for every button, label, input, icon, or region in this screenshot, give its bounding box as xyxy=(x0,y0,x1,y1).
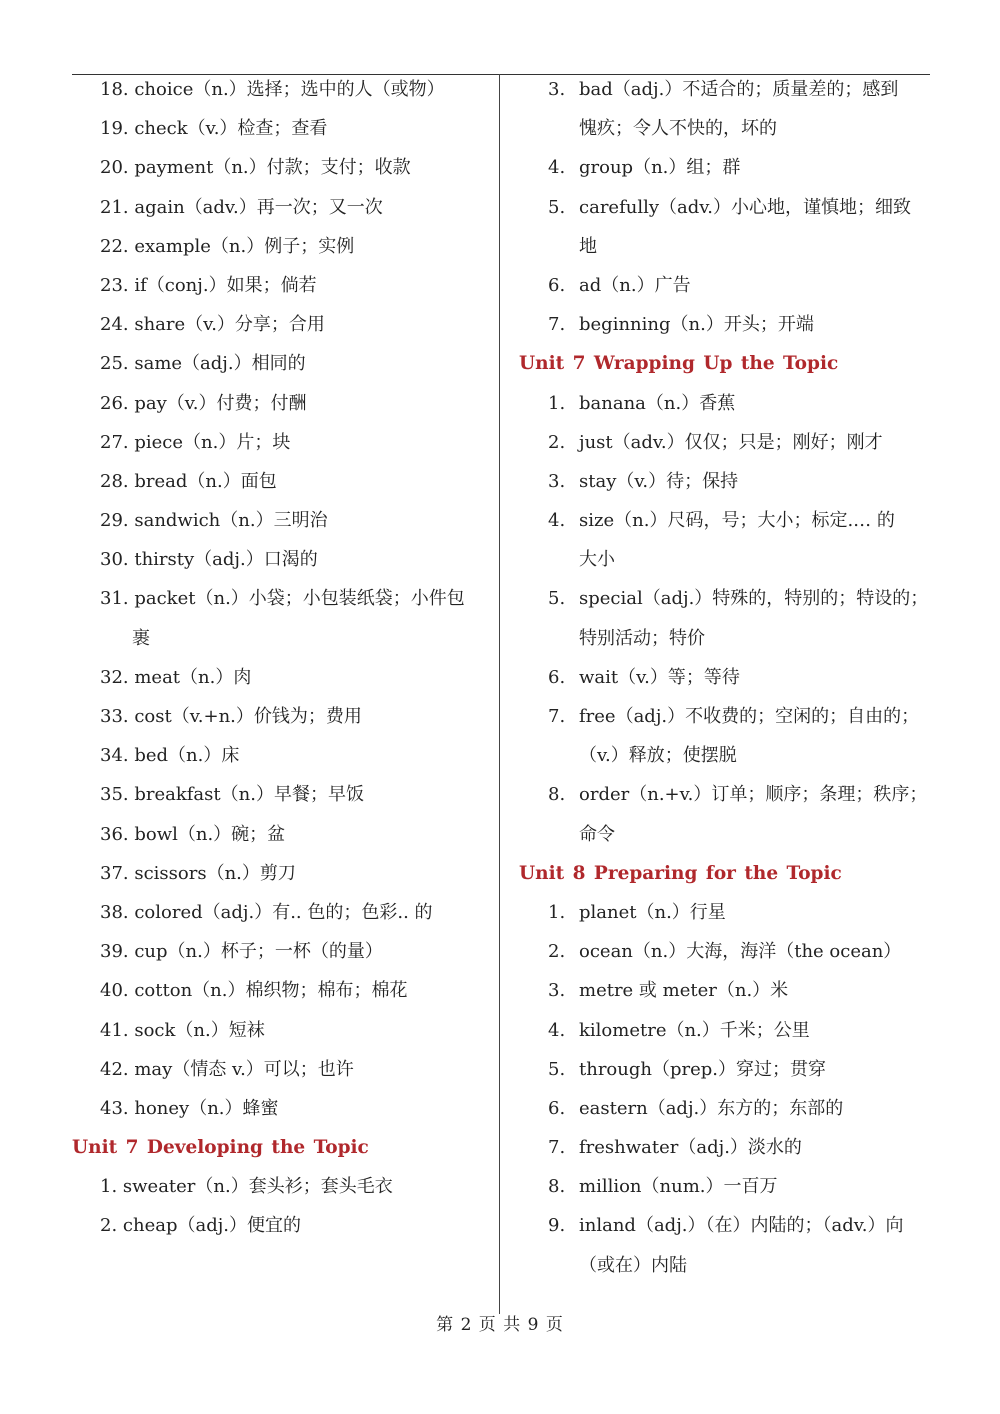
entry-number: 2. xyxy=(548,941,566,963)
vocab-entry: 24. share（v.）分享；合用 xyxy=(100,314,325,336)
vocab-entry: 1. sweater（n.）套头衫；套头毛衣 xyxy=(100,1176,393,1198)
entry-continuation: 裹 xyxy=(132,627,150,649)
entry-number: 4. xyxy=(548,1019,566,1041)
vocab-entry xyxy=(519,1206,931,1245)
entry-text: beginning（n.）开头；开端 xyxy=(579,314,814,336)
entry-number: 9. xyxy=(548,1215,566,1237)
entry-continuation: 愧疚；令人不快的，坏的 xyxy=(579,118,777,140)
entry-continuation: 命令 xyxy=(579,823,615,845)
vocab-entry: 30. thirsty（adj.）口渴的 xyxy=(100,549,318,571)
entry-text: just（adv.）仅仅；只是；刚好；刚才 xyxy=(579,431,883,453)
vocab-entry: 33. cost（v.+n.）价钱为；费用 xyxy=(100,706,362,727)
vocab-entry xyxy=(519,1167,931,1206)
entry-number: 7. xyxy=(548,706,566,727)
vocab-entry xyxy=(519,1050,931,1089)
entry-text: group（n.）组；群 xyxy=(579,157,741,179)
entry-text: freshwater（adj.）淡水的 xyxy=(579,1137,802,1159)
vocab-entry: 31. packet（n.）小袋；小包装纸袋；小件包 xyxy=(100,588,465,610)
entry-number: 1. xyxy=(548,901,566,923)
vocab-entry: 22. example（n.）例子；实例 xyxy=(100,235,355,257)
vocab-entry xyxy=(519,305,931,344)
vocab-entry: 36. bowl（n.）碗；盆 xyxy=(100,823,286,845)
unit-heading: Unit 7 Developing the Topic xyxy=(72,1137,369,1159)
entry-continuation: （或在）内陆 xyxy=(579,1254,687,1276)
entry-text: carefully（adv.）小心地，谨慎地；细致 xyxy=(579,196,912,218)
vocab-entry xyxy=(519,423,931,462)
vocab-entry: 28. bread（n.）面包 xyxy=(100,470,277,492)
vocab-entry xyxy=(519,70,931,109)
entry-number: 2. xyxy=(548,431,566,453)
entry-number: 7. xyxy=(548,1137,566,1159)
entry-number: 1. xyxy=(548,392,566,414)
vocab-entry: 19. check（v.）检查；查看 xyxy=(100,118,328,140)
vocab-entry: 21. again（adv.）再一次；又一次 xyxy=(100,196,383,218)
entry-text: through（prep.）穿过；贯穿 xyxy=(579,1058,826,1080)
entry-number: 6. xyxy=(548,666,566,688)
vocab-entry xyxy=(519,148,931,187)
vocab-entry: 42. may（情态 v.）可以；也许 xyxy=(100,1058,354,1080)
vocab-entry: 2. cheap（adj.）便宜的 xyxy=(100,1215,302,1237)
entry-text: inland（adj.）（在）内陆的；（adv.）向 xyxy=(579,1215,904,1237)
entry-text: free（adj.）不收费的；空闲的；自由的； xyxy=(579,706,920,727)
vocab-entry xyxy=(519,188,931,227)
vocab-entry: 23. if（conj.）如果；倘若 xyxy=(100,274,317,296)
vocab-entry xyxy=(519,1089,931,1128)
entry-number: 5. xyxy=(548,1058,566,1080)
vocab-entry xyxy=(519,658,931,697)
vocab-entry: 29. sandwich（n.）三明治 xyxy=(100,510,328,532)
entry-text: metre 或 meter（n.）米 xyxy=(579,980,789,1002)
vocab-entry xyxy=(519,579,931,618)
entry-text: ocean（n.）大海，海洋（the ocean） xyxy=(579,941,902,963)
entry-text: eastern（adj.）东方的；东部的 xyxy=(579,1097,844,1119)
entry-number: 4. xyxy=(548,157,566,179)
entry-number: 5. xyxy=(548,588,566,610)
entry-number: 8. xyxy=(548,784,566,806)
vocab-entry xyxy=(519,775,931,814)
entry-text: kilometre（n.）千米；公里 xyxy=(579,1019,810,1041)
vocab-entry xyxy=(519,266,931,305)
vocab-entry: 25. same（adj.）相同的 xyxy=(100,353,306,375)
entry-text: size（n.）尺码，号；大小；标定.… 的 xyxy=(579,510,895,532)
vocab-entry: 43. honey（n.）蜂蜜 xyxy=(100,1097,279,1119)
column-divider xyxy=(499,74,500,1314)
entry-text: stay（v.）待；保持 xyxy=(579,470,739,492)
vocab-entry: 18. choice（n.）选择；选中的人（或物） xyxy=(100,79,445,100)
vocab-entry xyxy=(519,501,931,540)
vocab-entry xyxy=(519,697,931,736)
entry-text: bad（adj.）不适合的；质量差的；感到 xyxy=(579,79,899,100)
vocab-entry: 35. breakfast（n.）早餐；早饭 xyxy=(100,784,364,806)
entry-continuation: （v.）释放；使摆脱 xyxy=(579,745,737,767)
entry-number: 7. xyxy=(548,314,566,336)
entry-number: 4. xyxy=(548,510,566,532)
entry-number: 5. xyxy=(548,196,566,218)
vocab-entry xyxy=(519,932,931,971)
vocab-entry: 38. colored（adj.）有.. 色的；色彩.. 的 xyxy=(100,901,433,923)
entry-text: ad（n.）广告 xyxy=(579,274,691,296)
entry-text: banana（n.）香蕉 xyxy=(579,392,736,414)
vocab-entry: 34. bed（n.）床 xyxy=(100,745,240,767)
unit-heading: Unit 8 Preparing for the Topic xyxy=(519,862,842,884)
entry-text: million（num.）一百万 xyxy=(579,1176,778,1198)
entry-continuation: 特别活动；特价 xyxy=(579,627,705,649)
vocab-entry xyxy=(519,384,931,423)
vocab-entry: 39. cup（n.）杯子；一杯（的量） xyxy=(100,941,383,963)
vocab-entry: 26. pay（v.）付费；付酬 xyxy=(100,392,307,414)
right-column xyxy=(519,70,931,1285)
vocab-entry: 37. scissors（n.）剪刀 xyxy=(100,862,296,884)
entry-number: 3. xyxy=(548,79,566,100)
vocab-entry: 40. cotton（n.）棉织物；棉布；棉花 xyxy=(100,980,408,1002)
entry-number: 6. xyxy=(548,274,566,296)
page-footer: 第 2 页 共 9 页 xyxy=(436,1315,564,1335)
vocab-entry: 20. payment（n.）付款；支付；收款 xyxy=(100,157,411,179)
entry-text: special（adj.）特殊的，特别的；特设的； xyxy=(579,588,929,610)
entry-number: 6. xyxy=(548,1097,566,1119)
vocab-entry xyxy=(519,1011,931,1050)
entry-text: wait（v.）等；等待 xyxy=(579,666,740,688)
entry-number: 8. xyxy=(548,1176,566,1198)
vocab-entry: 41. sock（n.）短袜 xyxy=(100,1019,265,1041)
vocab-entry: 27. piece（n.）片；块 xyxy=(100,431,291,453)
entry-text: order（n.+v.）订单；顺序；条理；秩序； xyxy=(579,784,928,806)
entry-text: planet（n.）行星 xyxy=(579,901,726,923)
vocab-entry: 32. meat（n.）肉 xyxy=(100,666,252,688)
unit-heading: Unit 7 Wrapping Up the Topic xyxy=(519,353,839,375)
entry-continuation: 地 xyxy=(579,235,597,257)
entry-number: 3. xyxy=(548,470,566,492)
vocab-entry xyxy=(519,971,931,1010)
vocab-entry xyxy=(519,1128,931,1167)
entry-continuation: 大小 xyxy=(579,549,615,571)
left-column xyxy=(72,70,486,1246)
entry-number: 3. xyxy=(548,980,566,1002)
vocab-entry xyxy=(519,462,931,501)
vocab-entry xyxy=(519,893,931,932)
